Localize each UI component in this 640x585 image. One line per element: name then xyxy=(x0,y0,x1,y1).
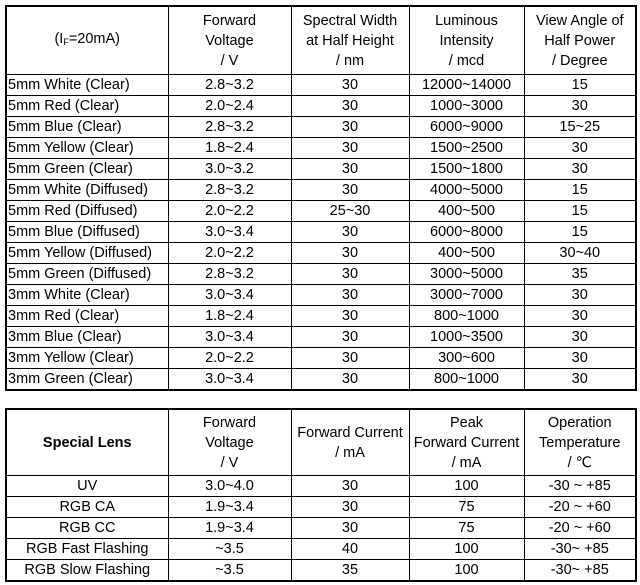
col5-cell: 30 xyxy=(524,96,636,117)
col3-cell: 30 xyxy=(291,117,409,138)
col3-cell: 30 xyxy=(291,180,409,201)
test-condition-header: $(I_F=20mA)$ xyxy=(6,6,168,75)
table-row xyxy=(6,539,636,560)
col3-cell: 30 xyxy=(291,264,409,285)
forward-voltage-cell: 1.9~3.4 xyxy=(168,497,291,518)
col4-cell: 100 xyxy=(409,476,524,497)
col4-cell: 1000~3000 xyxy=(409,96,524,117)
col5-cell: 15 xyxy=(524,75,636,96)
table-row xyxy=(6,497,636,518)
forward-voltage-cell: 1.8~2.4 xyxy=(168,138,291,159)
table-row xyxy=(6,201,636,222)
forward-voltage-cell: 3.0~3.4 xyxy=(168,285,291,306)
col5-cell: 15 xyxy=(524,180,636,201)
operation-temperature-header: Operation Temperature / ℃ xyxy=(524,409,636,476)
col4-cell: 800~1000 xyxy=(409,369,524,391)
col3-cell: 35 xyxy=(291,560,409,582)
col3-cell: 30 xyxy=(291,285,409,306)
table-row xyxy=(6,348,636,369)
col3-cell: 30 xyxy=(291,96,409,117)
led-type-cell: 5mm Red (Diffused) xyxy=(6,201,168,222)
col4-cell: 400~500 xyxy=(409,201,524,222)
col5-cell: 30 xyxy=(524,138,636,159)
col5-cell: 30~40 xyxy=(524,243,636,264)
table-row xyxy=(6,518,636,539)
col3-cell: 30 xyxy=(291,222,409,243)
forward-voltage-cell: 2.8~3.2 xyxy=(168,264,291,285)
table-row xyxy=(6,159,636,180)
col4-cell: 100 xyxy=(409,560,524,582)
forward-voltage-cell: 2.8~3.2 xyxy=(168,117,291,138)
special-lens-header: Special Lens xyxy=(6,409,168,476)
col5-cell: 30 xyxy=(524,369,636,391)
col4-cell: 800~1000 xyxy=(409,306,524,327)
forward-voltage-cell: 2.8~3.2 xyxy=(168,180,291,201)
lens-type-cell: RGB CC xyxy=(6,518,168,539)
table-row xyxy=(6,285,636,306)
col4-cell: 3000~7000 xyxy=(409,285,524,306)
table-row xyxy=(6,306,636,327)
col3-cell: 30 xyxy=(291,369,409,391)
col3-cell: 25~30 xyxy=(291,201,409,222)
col3-cell: 30 xyxy=(291,75,409,96)
led-specs-table xyxy=(5,5,637,391)
led-type-cell: 5mm Red (Clear) xyxy=(6,96,168,117)
forward-voltage-cell: ~3.5 xyxy=(168,539,291,560)
led-type-cell: 5mm Yellow (Clear) xyxy=(6,138,168,159)
forward-voltage-cell: 3.0~3.4 xyxy=(168,369,291,391)
forward-voltage-cell: 1.9~3.4 xyxy=(168,518,291,539)
lens-type-cell: RGB Slow Flashing xyxy=(6,560,168,582)
col3-cell: 30 xyxy=(291,243,409,264)
led-type-cell: 5mm Blue (Diffused) xyxy=(6,222,168,243)
col5-cell: 30 xyxy=(524,159,636,180)
led-type-cell: 3mm Green (Clear) xyxy=(6,369,168,391)
forward-voltage-cell: 2.8~3.2 xyxy=(168,75,291,96)
col4-cell: 100 xyxy=(409,539,524,560)
led-type-cell: 5mm Green (Diffused) xyxy=(6,264,168,285)
col5-cell: -20 ~ +60 xyxy=(524,518,636,539)
forward-voltage-cell: 3.0~3.4 xyxy=(168,327,291,348)
col4-cell: 75 xyxy=(409,497,524,518)
lens-type-cell: RGB Fast Flashing xyxy=(6,539,168,560)
col5-cell: 30 xyxy=(524,285,636,306)
led-type-cell: 5mm White (Diffused) xyxy=(6,180,168,201)
col5-cell: -30 ~ +85 xyxy=(524,476,636,497)
col3-cell: 30 xyxy=(291,138,409,159)
col4-cell: 3000~5000 xyxy=(409,264,524,285)
led-type-cell: 3mm White (Clear) xyxy=(6,285,168,306)
forward-voltage-cell: 3.0~4.0 xyxy=(168,476,291,497)
table-row xyxy=(6,560,636,582)
table-row xyxy=(6,327,636,348)
col3-cell: 30 xyxy=(291,159,409,180)
col5-cell: 15 xyxy=(524,222,636,243)
table-row xyxy=(6,264,636,285)
forward-voltage-header: Forward Voltage / V xyxy=(168,409,291,476)
forward-voltage-cell: 3.0~3.4 xyxy=(168,222,291,243)
table-row xyxy=(6,243,636,264)
special-lens-table xyxy=(5,408,637,582)
forward-voltage-cell: 2.0~2.2 xyxy=(168,201,291,222)
table-row xyxy=(6,222,636,243)
col5-cell: 15 xyxy=(524,201,636,222)
col3-cell: 30 xyxy=(291,497,409,518)
led-type-cell: 5mm White (Clear) xyxy=(6,75,168,96)
col4-cell: 6000~8000 xyxy=(409,222,524,243)
col5-cell: 15~25 xyxy=(524,117,636,138)
col5-cell: 35 xyxy=(524,264,636,285)
header-row xyxy=(6,409,636,476)
luminous-intensity-header: Luminous Intensity / mcd xyxy=(409,6,524,75)
col3-cell: 30 xyxy=(291,518,409,539)
col4-cell: 75 xyxy=(409,518,524,539)
forward-voltage-cell: 2.0~2.2 xyxy=(168,348,291,369)
led-type-cell: 3mm Red (Clear) xyxy=(6,306,168,327)
col4-cell: 400~500 xyxy=(409,243,524,264)
led-type-cell: 5mm Green (Clear) xyxy=(6,159,168,180)
peak-forward-current-header: Peak Forward Current / mA xyxy=(409,409,524,476)
col5-cell: -20 ~ +60 xyxy=(524,497,636,518)
col4-cell: 1500~2500 xyxy=(409,138,524,159)
col3-cell: 30 xyxy=(291,306,409,327)
forward-voltage-cell: 2.0~2.4 xyxy=(168,96,291,117)
led-type-cell: 5mm Blue (Clear) xyxy=(6,117,168,138)
table-row xyxy=(6,369,636,391)
col4-cell: 6000~9000 xyxy=(409,117,524,138)
col4-cell: 12000~14000 xyxy=(409,75,524,96)
table-row xyxy=(6,138,636,159)
col5-cell: -30~ +85 xyxy=(524,539,636,560)
col3-cell: 30 xyxy=(291,348,409,369)
col5-cell: 30 xyxy=(524,306,636,327)
table-row xyxy=(6,117,636,138)
col4-cell: 300~600 xyxy=(409,348,524,369)
spectral-width-header: Spectral Width at Half Height / nm xyxy=(291,6,409,75)
col4-cell: 1500~1800 xyxy=(409,159,524,180)
table-row xyxy=(6,476,636,497)
forward-voltage-cell: 2.0~2.2 xyxy=(168,243,291,264)
led-type-cell: 5mm Yellow (Diffused) xyxy=(6,243,168,264)
led-type-cell: 3mm Blue (Clear) xyxy=(6,327,168,348)
forward-voltage-header: Forward Voltage / V xyxy=(168,6,291,75)
col3-cell: 40 xyxy=(291,539,409,560)
col5-cell: 30 xyxy=(524,327,636,348)
col5-cell: 30 xyxy=(524,348,636,369)
col3-cell: 30 xyxy=(291,327,409,348)
table-row xyxy=(6,75,636,96)
led-type-cell: 3mm Yellow (Clear) xyxy=(6,348,168,369)
special-lens-body xyxy=(6,476,636,582)
col4-cell: 1000~3500 xyxy=(409,327,524,348)
view-angle-header: View Angle of Half Power / Degree xyxy=(524,6,636,75)
forward-current-header: Forward Current / mA xyxy=(291,409,409,476)
table-row xyxy=(6,180,636,201)
col5-cell: -30~ +85 xyxy=(524,560,636,582)
forward-voltage-cell: 1.8~2.4 xyxy=(168,306,291,327)
forward-voltage-cell: 3.0~3.2 xyxy=(168,159,291,180)
col4-cell: 4000~5000 xyxy=(409,180,524,201)
col3-cell: 30 xyxy=(291,476,409,497)
forward-voltage-cell: ~3.5 xyxy=(168,560,291,582)
lens-type-cell: RGB CA xyxy=(6,497,168,518)
led-specs-body xyxy=(6,75,636,391)
header-row xyxy=(6,6,636,75)
lens-type-cell: UV xyxy=(6,476,168,497)
table-row xyxy=(6,96,636,117)
